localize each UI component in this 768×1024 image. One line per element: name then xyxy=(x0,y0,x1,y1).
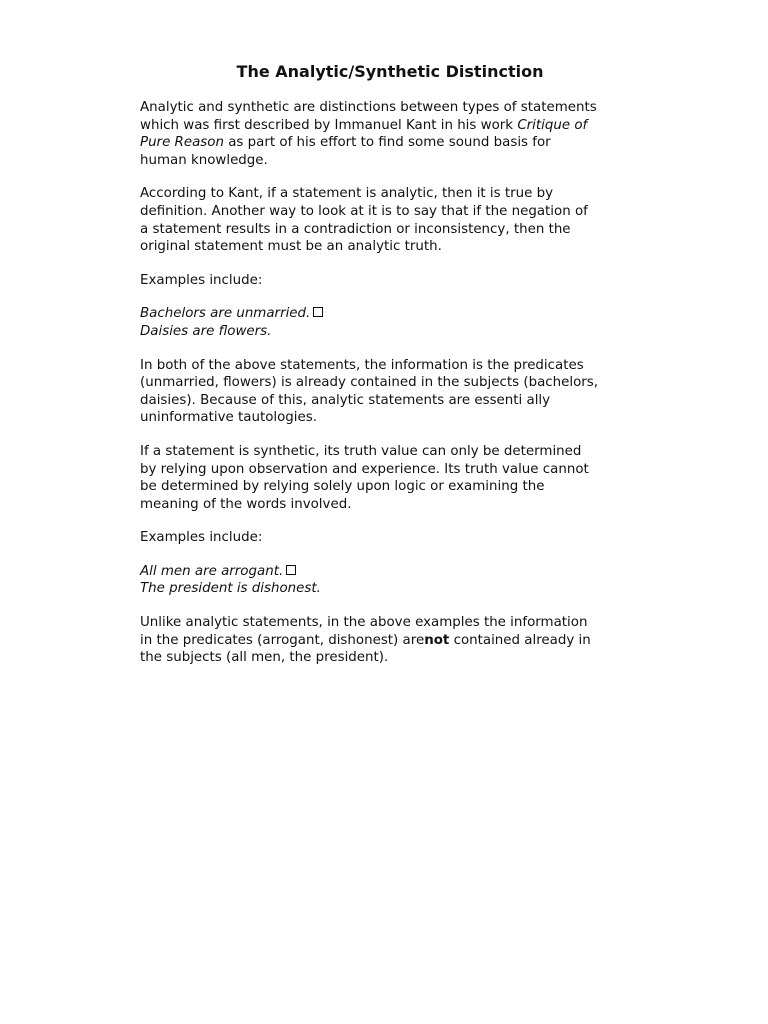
text-span: as part of his effort to find some sound basis for xyxy=(223,135,551,151)
emphasis-not: not xyxy=(424,632,450,648)
text-line: meaning of the words involved. xyxy=(140,496,352,512)
text-line: definition. Another way to look at it is to say that if the negation of xyxy=(140,203,588,219)
paragraph-analytic-definition xyxy=(140,185,640,255)
text-line: In both of the above statements, the information is the predicates xyxy=(140,357,584,373)
text-line xyxy=(140,134,640,152)
book-title-part-2: Pure Reason xyxy=(140,135,224,151)
paragraph-analytic-explanation xyxy=(140,357,640,427)
document-page xyxy=(140,62,640,683)
checkbox-glyph-icon xyxy=(286,565,296,575)
text-line: Unlike analytic statements, in the above examples the information xyxy=(140,615,588,631)
example-text: All men are arrogant. xyxy=(140,563,284,579)
example-text: Bachelors are unmarried. xyxy=(140,306,311,322)
text-line: (unmarried, flowers) is already contained in the subjects (bachelors, xyxy=(140,375,599,391)
text-span: in the predicates (arrogant, dishonest) are xyxy=(140,632,425,648)
text-line xyxy=(140,117,640,135)
text-line: If a statement is synthetic, its truth value can only be determined xyxy=(140,443,582,459)
example-item xyxy=(140,305,640,323)
synthetic-examples xyxy=(140,563,640,598)
example-item xyxy=(140,563,640,581)
paragraph-synthetic-definition xyxy=(140,443,640,513)
text-span: contained already in xyxy=(449,632,591,648)
text-line: by relying upon observation and experience. Its truth value cannot xyxy=(140,461,589,477)
example-item: The president is dishonest. xyxy=(140,581,321,597)
document-title: The Analytic/Synthetic Distinction xyxy=(236,62,544,81)
text-line: be determined by relying solely upon logic or examining the xyxy=(140,479,545,495)
text-line xyxy=(140,632,640,650)
text-line: human knowledge. xyxy=(140,152,268,168)
text-span: which was first described by Immanuel Kant in his work xyxy=(140,117,518,133)
analytic-examples xyxy=(140,305,640,340)
examples-label-analytic: Examples include: xyxy=(140,272,263,288)
paragraph-conclusion xyxy=(140,614,640,667)
text-line: uninformative tautologies. xyxy=(140,410,317,426)
text-line: original statement must be an analytic truth. xyxy=(140,239,442,255)
checkbox-glyph-icon xyxy=(313,307,323,317)
text-line: the subjects (all men, the president). xyxy=(140,650,389,666)
text-line: Analytic and synthetic are distinctions between types of statements xyxy=(140,100,597,115)
book-title-part-1: Critique of xyxy=(517,117,588,133)
text-line: daisies). Because of this, analytic statements are essenti ally xyxy=(140,392,551,408)
paragraph-intro xyxy=(140,99,640,169)
text-line: a statement results in a contradiction or inconsistency, then the xyxy=(140,221,571,237)
text-line: According to Kant, if a statement is analytic, then it is true by xyxy=(140,186,554,202)
examples-label-synthetic: Examples include: xyxy=(140,530,263,546)
example-item: Daisies are flowers. xyxy=(140,323,272,339)
